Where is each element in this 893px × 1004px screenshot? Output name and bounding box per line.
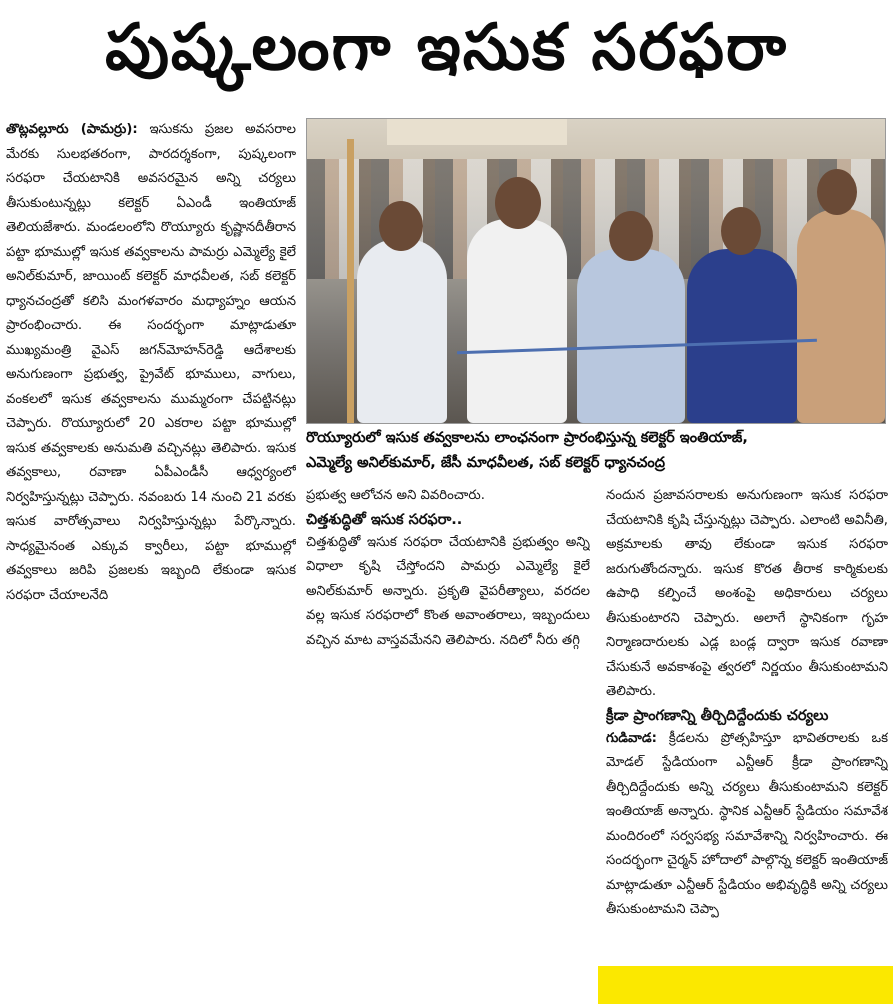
person: [357, 239, 447, 423]
person: [797, 209, 885, 423]
tent-banner: [387, 119, 567, 145]
article-column-3: [606, 484, 888, 974]
person-head: [379, 201, 423, 251]
caption-line: ఎమ్మెల్యే అనిల్‌కుమార్, జేసీ మాధవీలత, సబ్ కలెక్టర్ ధ్యానచంద్ర: [306, 455, 665, 471]
person: [467, 219, 567, 423]
subheading: క్రీడా ప్రాంగణాన్ని తీర్చిదిద్దేందుకు చర్యలు: [606, 707, 829, 724]
caption-line: రొయ్యూరులో ఇసుక తవ్వకాలను లాంఛనంగా ప్రారంభిస్తున్న కలెక్టర్ ఇంతియాజ్,: [306, 430, 748, 446]
person-head: [609, 211, 653, 261]
person: [577, 249, 685, 423]
article-paragraph: చిత్తశుద్ధితో ఇసుక సరఫరా చేయటానికి ప్రభుత్వం అన్ని విధాలా కృషి చేస్తోందని పామర్రు ఎమ్మెల్యే కైలే అనిల్‌కుమార్ అన్నారు. ప్రకృతి వైపరీత్యాలు, వరదల వల్ల ఇసుక సరఫరాలో కొంత అవాంతరాలు, ఇబ్బందులు వచ్చిన మాట వాస్తవమేనని తెలిపారు. నదిలో నీరు తగ్గి: [306, 534, 590, 648]
person-head: [495, 177, 541, 229]
person-head: [721, 207, 761, 255]
body-text: క్రీడలను ప్రోత్సహిస్తూ భావితరాలకు ఒక మోడల్ స్టేడియంగా ఎన్టీఆర్ క్రీడా ప్రాంగణాన్ని తీర్చిదిద్దేందుకు అన్ని చర్యలు తీసుకుంటామని కలెక్టర్ ఇంతియాజ్ అన్నారు. స్థానిక ఎన్టీఆర్ స్టేడియం సమావేశ మందిరంలో సర్వసభ్య సమావేశాన్ని నిర్వహించారు. ఈ సందర్భంగా చైర్మన్ హోదాలో పాల్గొన్న కలెక్టర్ ఇంతియాజ్ మాట్లాడుతూ ఎన్టీఆర్ స్టేడియం అభివృద్ధికి అన్ని చర్యలు తీసుకుంటామని చెప్పా: [606, 730, 888, 917]
article-paragraph: [606, 727, 888, 923]
yellow-highlight-block: [598, 966, 893, 1004]
article-paragraph: ప్రభుత్వ ఆలోచన అని వివరించారు.: [306, 488, 485, 503]
body-text: ఇసుకను ప్రజల అవసరాల మేరకు సులభతరంగా, పారదర్శకంగా, పుష్కలంగా సరఫరా చేయటానికి అవసరమైన అన్ని చర్యలు తీసుకుంటున్నట్లు కలెక్టర్ ఏఎండీ ఇంతియాజ్ తెలియజేశారు. మండలంలోని రొయ్యూరు కృష్ణానదీతీరాన పట్టా భూముల్లో ఇసుక తవ్వకాలను పామర్రు ఎమ్మెల్యే కైలే అనిల్‌కుమార్, జాయింట్ కలెక్టర్ మాధవీలత, సబ్ కలెక్టర్ ధ్యానచంద్రతో కలిసి మంగళవారం మధ్యాహ్నం ఆయన ప్రారంభించారు. ఈ సందర్భంగా మాట్లాడుతూ ముఖ్యమంత్రి వైఎస్ జగన్‌మోహన్‌రెడ్డి ఆదేశాలకు అనుగుణంగా ప్రభుత్వ, ప్రైవేట్ భూములు, వాగులు, వంకలలో ఇసుక తవ్వకాలను ముమ్మరంగా చేపట్టినట్లు చెప్పారు. రొయ్యూరులో 20 ఎకరాల పట్టా భూముల్లో ఇసుక తవ్వకాలకు అనుమతి వచ్చినట్లు తెలిపారు. ఇసుక తవ్వకాలు, రవాణా ఏపీఎండీసీ ఆధ్వర్యంలో నిర్వహిస్తున్నట్లు చెప్పారు. నవంబరు 14 నుంచి 21 వరకు ఇసుక వారోత్సవాలు నిర్వహిస్తున్నట్లు పేర్కొన్నారు. సాధ్యమైనంత ఎక్కువ క్వారీలు, పట్టా భూముల్లో తవ్వకాలు జరిపి ప్రజలకు ఇబ్బంది లేకుండా ఇసుక సరఫరా చేయాలనేది: [6, 122, 296, 603]
article-paragraph: నందున ప్రజావసరాలకు అనుగుణంగా ఇసుక సరఫరా చేయటానికి కృషి చేస్తున్నట్లు చెప్పారు. ఎలాంటి అవినీతి, అక్రమాలకు తావు లేకుండా ఇసుక సరఫరా జరుగుతోందన్నారు. ఇసుక కొరత తీరాక కార్మికులకు ఉపాధి కల్పించే అంశంపై అధికారులు చర్యలు తీసుకుంటారని చెప్పారు. అలాగే స్థానికంగా గృహ నిర్మాణదారులకు ఎడ్ల బండ్ల ద్వారా ఇసుక రవాణా చేసుకునే అవకాశంపై త్వరలో నిర్ణయం తీసుకుంటామని తెలిపారు.: [606, 488, 888, 699]
article-column-1: [6, 118, 296, 678]
dateline: తొట్లవల్లూరు (పామర్రు):: [6, 122, 138, 137]
dateline: గుడివాడ:: [606, 730, 657, 746]
photo-caption: [306, 426, 886, 478]
article-column-2: [306, 484, 590, 684]
news-photo: [306, 118, 886, 424]
bamboo-pole: [347, 139, 354, 423]
article-paragraph: [6, 118, 296, 608]
subheading: చిత్తశుద్ధితో ఇసుక సరఫరా..: [306, 511, 463, 528]
person: [687, 249, 797, 423]
headline: పుష్కలంగా ఇసుక సరఫరా: [105, 10, 788, 85]
person-head: [817, 169, 857, 215]
